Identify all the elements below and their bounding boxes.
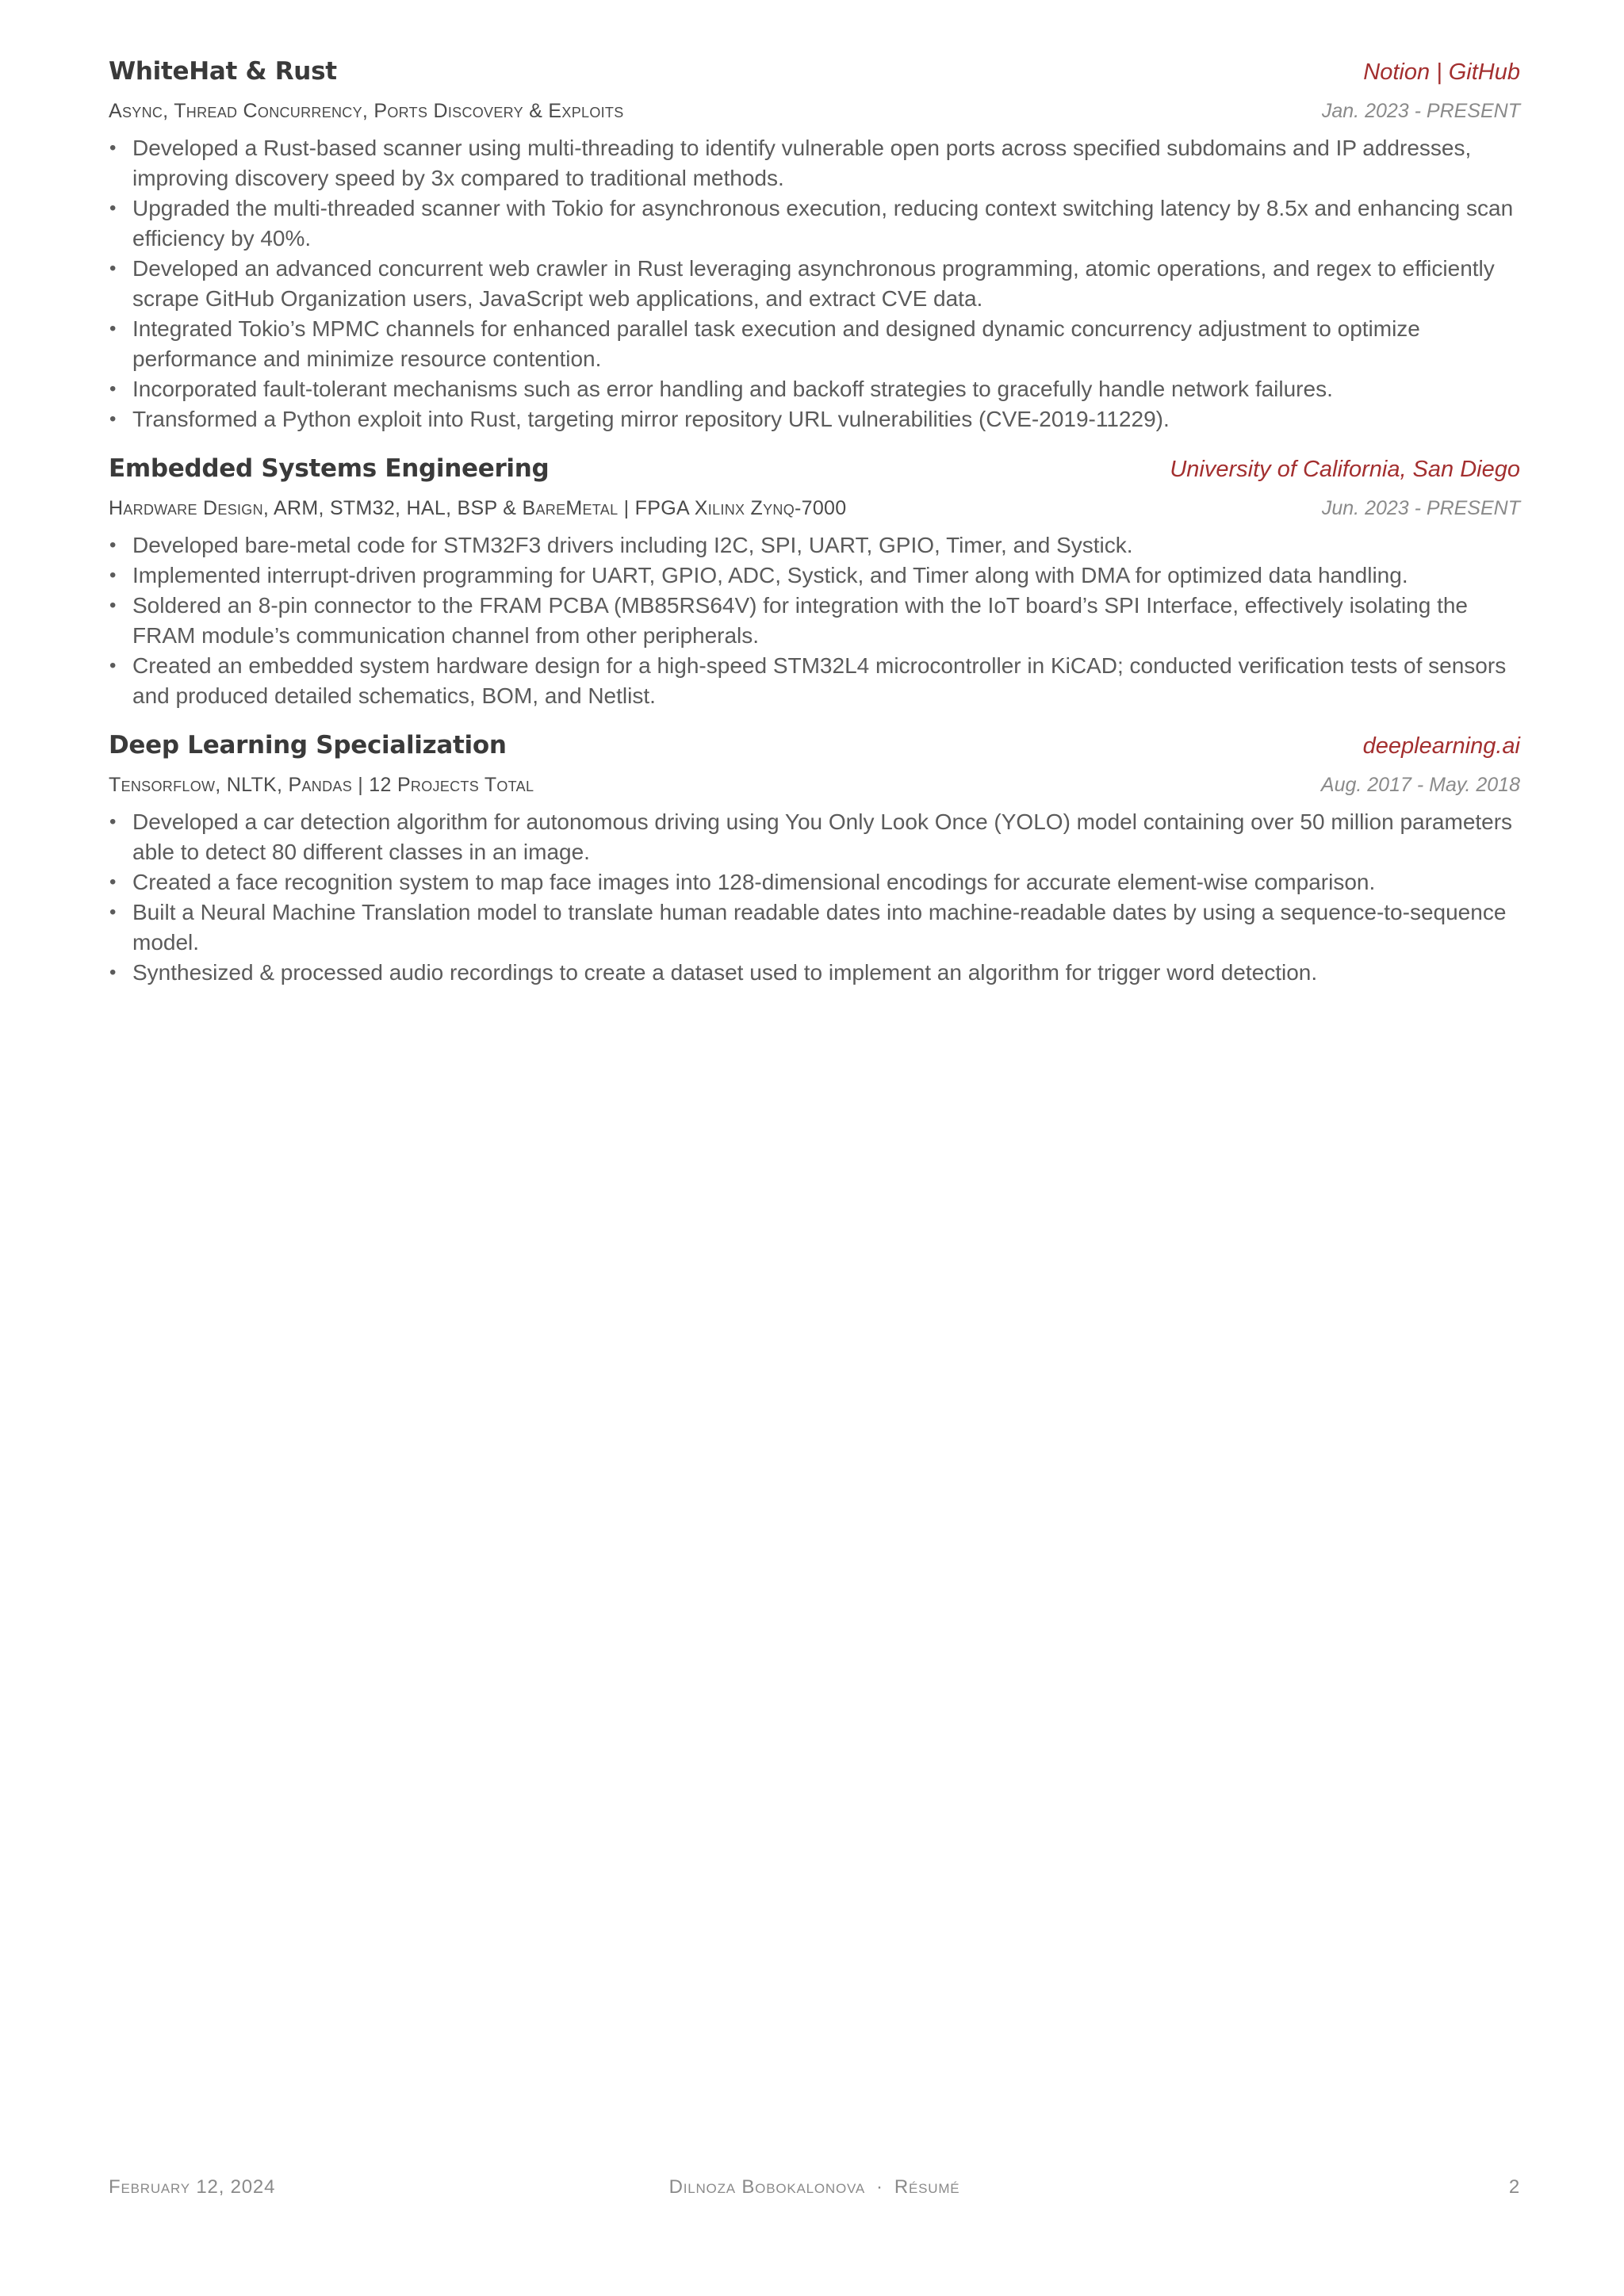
bullet-item: • Created an embedded system hardware design for a high-speed STM32L4 microcontroller in KiCAD; conducted verification tests of sensors and produced detailed schematics, BOM, and Netlist. [109,651,1520,711]
bullet-item: • Implemented interrupt-driven programming for UART, GPIO, ADC, Systick, and Timer along with DMA for optimized data handling. [109,561,1520,591]
bullet-item: • Transformed a Python exploit into Rust, targeting mirror repository URL vulnerabilities (CVE-2019-11229). [109,404,1520,434]
bullet-item: • Integrated Tokio’s MPMC channels for enhanced parallel task execution and designed dynamic concurrency adjustment to optimize performance and minimize resource contention. [109,314,1520,374]
experience-entry [109,454,1520,711]
bullet-item: • Soldered an 8-pin connector to the FRAM PCBA (MB85RS64V) for integration with the IoT board’s SPI Interface, effectively isolating the FRAM module’s communication channel from other peripherals. [109,591,1520,651]
bullet-list [109,133,1520,434]
entry-date: Aug. 2017 - May. 2018 [1320,774,1520,796]
bullet-item: • Incorporated fault-tolerant mechanisms such as error handling and backoff strategies to gracefully handle network failures. [109,374,1520,404]
entry-title: WhiteHat & Rust [109,57,337,86]
entry-date: Jan. 2023 - PRESENT [1321,100,1520,122]
page-number: 2 [1508,2176,1520,2198]
entry-organization-link[interactable]: University of California, San Diego [1170,457,1520,482]
experience-entry [109,57,1520,434]
experience-entry [109,731,1520,988]
entry-organization-link[interactable]: deeplearning.ai [1362,733,1520,759]
entry-date: Jun. 2023 - PRESENT [1321,497,1520,519]
entry-title: Deep Learning Specialization [109,731,507,760]
bullet-item: • Developed an advanced concurrent web crawler in Rust leveraging asynchronous programming, atomic operations, and regex to efficiently scrape GitHub Organization users, JavaScript web applications, and extract CVE data. [109,254,1520,314]
entry-tags: Tensorflow, NLTK, Pandas | 12 Projects Total [109,774,534,796]
entry-organization-link[interactable]: Notion | GitHub [1363,59,1520,85]
bullet-item: • Created a face recognition system to map face images into 128-dimensional encodings for accurate element-wise comparison. [109,867,1520,897]
entry-tags: Async, Thread Concurrency, Ports Discovery & Exploits [109,100,624,122]
footer-name: Dilnoza Bobokalonova [668,2176,866,2198]
bullet-item: • Built a Neural Machine Translation model to translate human readable dates into machine-readable dates by using a sequence-to-sequence model. [109,897,1520,958]
bullet-list [109,807,1520,988]
bullet-item: • Developed a car detection algorithm for autonomous driving using You Only Look Once (YOLO) model containing over 50 million parameters able to detect 80 different classes in an image. [109,807,1520,867]
footer-title [109,2176,1520,2198]
bullet-item: • Upgraded the multi-threaded scanner with Tokio for asynchronous execution, reducing context switching latency by 8.5x and enhancing scan efficiency by 40%. [109,193,1520,254]
bullet-item: • Synthesized & processed audio recordings to create a dataset used to implement an algorithm for trigger word detection. [109,958,1520,988]
entry-title: Embedded Systems Engineering [109,454,550,483]
footer-separator: · [876,2176,883,2198]
page-footer [109,2176,1520,2205]
bullet-item: • Developed a Rust-based scanner using multi-threading to identify vulnerable open ports across specified subdomains and IP addresses, improving discovery speed by 3x compared to traditional methods. [109,133,1520,193]
bullet-list [109,530,1520,711]
resume-page [109,57,1520,1008]
entry-tags: Hardware Design, ARM, STM32, HAL, BSP & BareMetal | FPGA Xilinx Zynq-7000 [109,497,847,519]
footer-doc-label: Résumé [894,2176,960,2198]
footer-date: February 12, 2024 [109,2176,276,2198]
bullet-item: • Developed bare-metal code for STM32F3 drivers including I2C, SPI, UART, GPIO, Timer, and Systick. [109,530,1520,561]
